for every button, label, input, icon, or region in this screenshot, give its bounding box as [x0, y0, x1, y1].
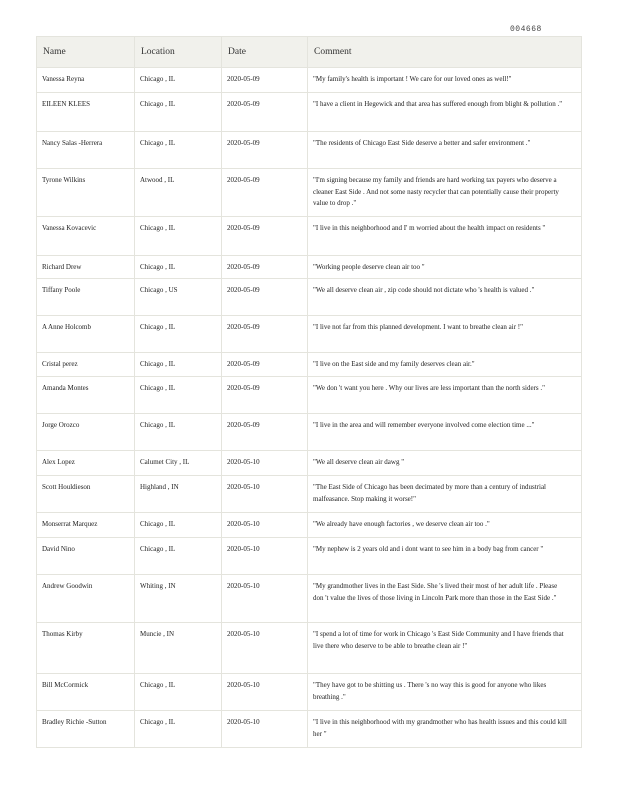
- cell-comment: "I'm signing because my family and friends are hard working tax payers who deserve a cleaner East Side . And not some nasty recycler that can potentially cause their property value to drop .": [308, 169, 582, 217]
- cell-comment: "Working people deserve clean air too ": [308, 256, 582, 279]
- table-header-row: [37, 37, 582, 68]
- cell-name: David Nino: [37, 538, 135, 575]
- cell-comment: "We don 't want you here . Why our lives are less important than the north siders .": [308, 377, 582, 414]
- cell-comment: "My nephew is 2 years old and i dont want to see him in a body bag from cancer ": [308, 538, 582, 575]
- cell-name: Bradley Richie -Sutton: [37, 711, 135, 748]
- cell-location: Chicago , IL: [135, 217, 222, 256]
- cell-name: Bill McCormick: [37, 674, 135, 711]
- table-row: [37, 377, 582, 414]
- cell-date: 2020-05-09: [222, 256, 308, 279]
- table-row: [37, 623, 582, 674]
- cell-location: Chicago , IL: [135, 68, 222, 93]
- cell-name: Thomas Kirby: [37, 623, 135, 674]
- cell-date: 2020-05-10: [222, 476, 308, 513]
- cell-name: Vanessa Reyna: [37, 68, 135, 93]
- cell-location: Chicago , IL: [135, 93, 222, 132]
- table-row: [37, 256, 582, 279]
- cell-location: Chicago , IL: [135, 353, 222, 377]
- table-row: [37, 93, 582, 132]
- cell-name: Alex Lopez: [37, 451, 135, 476]
- cell-comment: "We already have enough factories , we deserve clean air too .": [308, 513, 582, 538]
- cell-date: 2020-05-10: [222, 623, 308, 674]
- cell-location: Calumet City , IL: [135, 451, 222, 476]
- table-row: [37, 674, 582, 711]
- cell-date: 2020-05-10: [222, 513, 308, 538]
- cell-comment: "They have got to be shitting us . There 's no way this is good for anyone who likes breathing .": [308, 674, 582, 711]
- cell-comment: "I live on the East side and my family deserves clean air.": [308, 353, 582, 377]
- cell-date: 2020-05-10: [222, 674, 308, 711]
- cell-location: Chicago , IL: [135, 256, 222, 279]
- cell-name: Richard Drew: [37, 256, 135, 279]
- cell-name: A Anne Holcomb: [37, 316, 135, 353]
- cell-comment: "I live in this neighborhood with my grandmother who has health issues and this could kill her ": [308, 711, 582, 748]
- cell-date: 2020-05-09: [222, 353, 308, 377]
- cell-comment: "My grandmother lives in the East Side. She 's lived their most of her adult life . Please don 't value the lives of those living in Lincoln Park more than those in the East Side .": [308, 575, 582, 623]
- cell-comment: "My family's health is important ! We care for our loved ones as well!": [308, 68, 582, 93]
- cell-comment: "The East Side of Chicago has been decimated by more than a century of industrial malfeasance. Stop making it worse!": [308, 476, 582, 513]
- header-name: Name: [37, 37, 135, 68]
- cell-date: 2020-05-09: [222, 377, 308, 414]
- cell-date: 2020-05-09: [222, 279, 308, 316]
- cell-name: Amanda Montes: [37, 377, 135, 414]
- cell-location: Atwood , IL: [135, 169, 222, 217]
- cell-date: 2020-05-09: [222, 316, 308, 353]
- cell-comment: "I live in the area and will remember everyone involved come election time ...": [308, 414, 582, 451]
- header-location: Location: [135, 37, 222, 68]
- table-row: [37, 68, 582, 93]
- table-row: [37, 476, 582, 513]
- cell-name: Andrew Goodwin: [37, 575, 135, 623]
- table-row: [37, 451, 582, 476]
- table-row: [37, 169, 582, 217]
- cell-date: 2020-05-09: [222, 93, 308, 132]
- cell-location: Chicago , IL: [135, 132, 222, 169]
- cell-location: Chicago , IL: [135, 513, 222, 538]
- cell-name: Nancy Salas -Herrera: [37, 132, 135, 169]
- cell-date: 2020-05-09: [222, 217, 308, 256]
- document-number: 004668: [510, 25, 542, 34]
- header-date: Date: [222, 37, 308, 68]
- table-row: [37, 279, 582, 316]
- table-row: [37, 132, 582, 169]
- cell-comment: "I have a client in Hegewick and that area has suffered enough from blight & pollution .": [308, 93, 582, 132]
- cell-date: 2020-05-09: [222, 68, 308, 93]
- cell-date: 2020-05-09: [222, 414, 308, 451]
- cell-date: 2020-05-10: [222, 538, 308, 575]
- cell-comment: "I live in this neighborhood and I' m worried about the health impact on residents ": [308, 217, 582, 256]
- cell-location: Chicago , IL: [135, 377, 222, 414]
- cell-comment: "I live not far from this planned development. I want to breathe clean air !": [308, 316, 582, 353]
- cell-location: Chicago , IL: [135, 316, 222, 353]
- cell-date: 2020-05-10: [222, 711, 308, 748]
- cell-date: 2020-05-10: [222, 451, 308, 476]
- table-row: [37, 414, 582, 451]
- cell-comment: "I spend a lot of time for work in Chicago 's East Side Community and I have friends that live there who deserve to be able to breathe clean air !": [308, 623, 582, 674]
- cell-comment: "We all deserve clean air , zip code should not dictate who 's health is valued .": [308, 279, 582, 316]
- cell-location: Whiting , IN: [135, 575, 222, 623]
- cell-name: Monserrat Marquez: [37, 513, 135, 538]
- table-row: [37, 513, 582, 538]
- cell-date: 2020-05-09: [222, 132, 308, 169]
- cell-location: Chicago , IL: [135, 711, 222, 748]
- table-row: [37, 316, 582, 353]
- cell-name: EILEEN KLEES: [37, 93, 135, 132]
- cell-location: Chicago , US: [135, 279, 222, 316]
- cell-name: Cristal perez: [37, 353, 135, 377]
- cell-comment: "The residents of Chicago East Side deserve a better and safer environment .": [308, 132, 582, 169]
- cell-location: Muncie , IN: [135, 623, 222, 674]
- cell-date: 2020-05-09: [222, 169, 308, 217]
- cell-location: Chicago , IL: [135, 414, 222, 451]
- cell-name: Tiffany Poole: [37, 279, 135, 316]
- cell-location: Chicago , IL: [135, 538, 222, 575]
- table-row: [37, 217, 582, 256]
- table-row: [37, 575, 582, 623]
- table-row: [37, 353, 582, 377]
- table-row: [37, 538, 582, 575]
- cell-location: Chicago , IL: [135, 674, 222, 711]
- cell-comment: "We all deserve clean air dawg ": [308, 451, 582, 476]
- cell-location: Highland , IN: [135, 476, 222, 513]
- cell-date: 2020-05-10: [222, 575, 308, 623]
- cell-name: Scott Houldieson: [37, 476, 135, 513]
- cell-name: Vanessa Kovacevic: [37, 217, 135, 256]
- cell-name: Tyrone Wilkins: [37, 169, 135, 217]
- signatures-table: [36, 36, 582, 748]
- header-comment: Comment: [308, 37, 582, 68]
- table-row: [37, 711, 582, 748]
- cell-name: Jorge Orozco: [37, 414, 135, 451]
